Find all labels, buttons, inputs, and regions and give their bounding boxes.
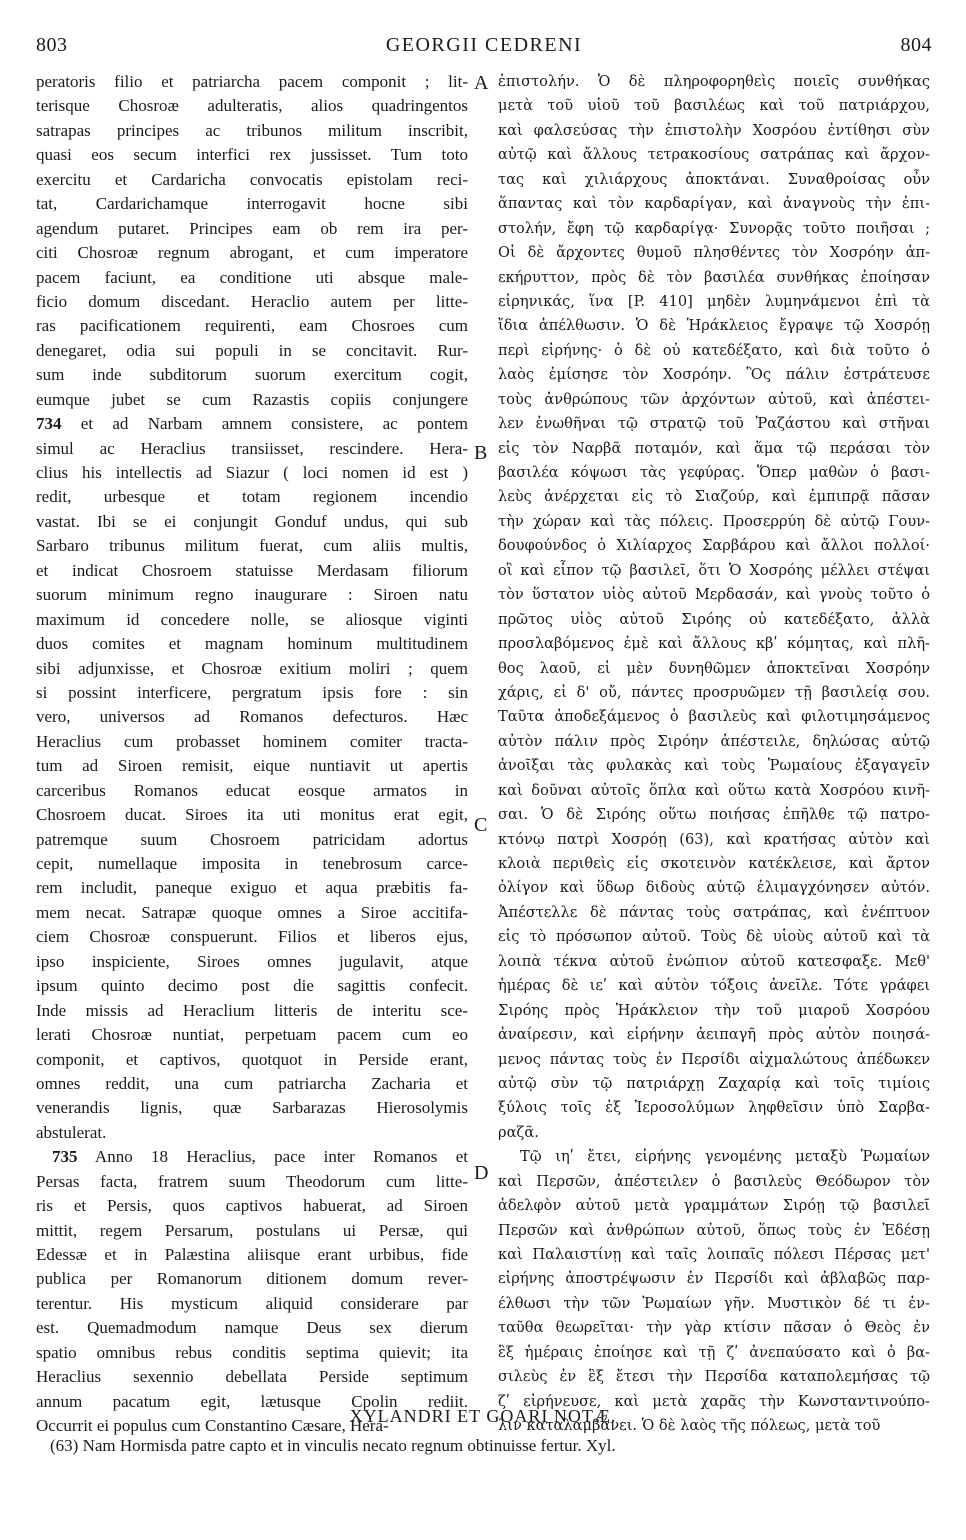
text-line: καὶ δοῦναι αὐτοῖς ὅπλα καὶ οὕτω κατὰ Χοσρόου κινῆ- <box>498 781 930 799</box>
text-line: redit, urbesque et totam regionem incendio <box>36 487 468 507</box>
text-line: ἀδελφὸν αὐτοῦ μετὰ γραμμάτων Σιρόῃ τῷ βασιλεῖ <box>498 1197 930 1215</box>
text-line: στολήν, ἔφη τῷ καρδαρίγᾳ· Συνορᾷς τοῦτο ποιῆσαι ; <box>498 219 930 237</box>
text-line: χάρις, εἰ δ' οὔ, πάντες προσρυῶμεν τῇ βασιλείᾳ σου. <box>498 683 930 701</box>
text-line: αὐτῷ καὶ ἄλλους τετρακοσίους σατράπας καὶ ἄρχον- <box>498 146 930 164</box>
text-line: vastat. Ibi se ei conjungit Gonduf undus, qui sub <box>36 511 468 531</box>
text-line: Edessæ et in Palæstina aliisque erant urbibus, fide <box>36 1245 468 1264</box>
text-line: abstulerat. <box>36 1122 107 1142</box>
text-line: ficio domum discedant. Heraclio autem per litte- <box>36 291 468 311</box>
text-line: denegaret, odia sui populi in se concitavit. Rur- <box>36 340 468 360</box>
text-line: patremque suum Chosroem patricidam adortus <box>36 829 468 849</box>
margin-marker-c: C <box>474 814 488 836</box>
text-line: σαι. Ὁ δὲ Σιρόης οὕτω ποιήσας ἐπῆλθε τῷ πατρο- <box>498 806 930 824</box>
text-line: εἰρηνικάς, ἵνα [P. 410] μηδὲν λυμηνάμενοι ἐπὶ τὰ <box>498 292 930 310</box>
text-line: θος λαοῦ, εἰ μὲν δυνηθῶμεν ἀποκτεῖναι Χοσρόην <box>498 659 930 677</box>
text-line: ἴδια ἀπέλθωσιν. Ὁ δὲ Ἡράκλειος ἔγραψε τῷ Χοσρόῃ <box>498 317 930 335</box>
text-line: mem necat. Satrapæ quoque omnes a Siroe accitifa- <box>36 902 468 922</box>
text-line: Οἱ δὲ ἄρχοντες θυμοῦ πλησθέντες τὸν Χοσρόην ἀπ- <box>498 244 930 262</box>
text-line: componit, et captivos, quotquot in Perside erant, <box>36 1049 468 1069</box>
text-line: καὶ Παλαιστίνῃ καὶ ταῖς λοιπαῖς πόλεσι Πέρσας μετ' <box>498 1246 930 1263</box>
notes-heading: XYLANDRI ET GOARI NOTÆ. <box>349 1406 617 1426</box>
text-line: pacem faciunt, ea conditione uti absque male- <box>36 267 468 287</box>
text-line: πρῶτος υἱὸς αὐτοῦ Σιρόης οὐ κατεδέξατο, ἀλλὰ <box>498 610 930 628</box>
text-line: citi Chosroæ regnum abrogant, et cum imperatore <box>36 243 468 263</box>
text-line: et indicat Chosroem statuisse Merdasam filiorum <box>36 560 468 580</box>
text-line: ἐπιστολήν. Ὁ δὲ πληροφορηθεὶς ποιεῖς συνθήκας <box>498 73 930 90</box>
text-line: οἳ καὶ εἶπον τῷ βασιλεῖ, ὅτι Ὁ Χοσρόης μέλλει στέψαι <box>498 561 930 579</box>
text-line: ipsum quinto decimo post die sagittis confecit. <box>36 976 468 996</box>
text-line: publica per Romanorum ditionem domum rever- <box>36 1269 468 1289</box>
margin-marker-d: D <box>474 1162 489 1184</box>
text-line: Persas facta, fratrem suum Theodorum cum litte- <box>36 1171 468 1191</box>
text-line: exercitu et Cardaricha convocatis epistolam reci- <box>36 169 468 189</box>
text-line-content: Anno 18 Heraclius, pace inter Romanos et <box>94 1147 468 1167</box>
text-line: Σιρόης πρὸς Ἡράκλειον τὴν τοῦ μιαροῦ Χοσρόου <box>498 1001 930 1019</box>
text-line: Τῷ ιηʹ ἔτει, εἰρήνης γενομένης μεταξὺ Ῥωμαίων <box>520 1148 930 1166</box>
text-line: rem includit, paneque exiguo et aqua præbitis fa- <box>36 878 468 898</box>
text-line: Περσῶν καὶ ἀνθρώπων αὐτοῦ, ὅπως τοὺς ἐν Ἐδέσῃ <box>498 1221 930 1239</box>
text-line: est. Quemadmodum namque Deus sex dierum <box>36 1318 468 1338</box>
text-line: ἀνοῖξαι τὰς φυλακὰς καὶ τοὺς Ῥωμαίους ἐξαγαγεῖν <box>498 757 930 775</box>
text-line: ἓξ ἡμέραις ἐποίησε καὶ τῇ ζʹ ἀνεπαύσατο καὶ ὁ βα- <box>498 1343 930 1361</box>
page-number-right: 804 <box>900 34 932 56</box>
text-line: ἅπαντας καὶ τὸν καρδαρίγαν, καὶ ἀναγνοὺς τὴν ἐπι- <box>498 195 930 213</box>
text-line: περὶ εἰρήνης· ὁ δὲ οὐ κατεδέξατο, καὶ διὰ τοῦτο ὁ <box>498 341 930 359</box>
text-line: sum inde subditorum suorum exercitum cogit, <box>36 365 468 385</box>
text-line: ὀλίγον καὶ ὕδωρ διδοὺς αὐτῷ ἐλιμαγχόνησεν αὐτόν. <box>498 879 930 897</box>
text-line: Chosroem ducat. Siroes ita uti monitus erat egit, <box>36 805 468 825</box>
text-line: λεν ἑνωθῆναι τῷ στρατῷ τοῦ Ῥαζάστου καὶ στῆναι <box>498 415 930 433</box>
text-line: μενος πάντας τοὺς ἐν Περσίδι αἰχμαλώτους ἀπέδωκεν <box>498 1050 930 1068</box>
text-line: Inde missis ad Heraclium litteris de interitu sce- <box>36 1000 468 1020</box>
text-line: αὐτὸν πάλιν πρὸς Σιρόην ἀπέστειλε, δηλώσας αὐτῷ <box>498 732 930 750</box>
margin-marker-a: A <box>474 72 489 94</box>
text-line: vero, universos ad Romanos defecturos. Hæc <box>36 707 468 727</box>
text-line: terisque Chosroæ adulteratis, alios quadringentos <box>36 96 468 116</box>
text-line: βασιλέα κόψωσι τὰς γεφύρας. Ὅπερ μαθὼν ὁ βασι- <box>498 464 930 481</box>
margin-marker-b: B <box>474 442 488 464</box>
text-line: λοιπὰ τέκνα αὐτοῦ ἐνώπιον αὐτοῦ κατεσφαξε. Μεθ' <box>498 952 930 970</box>
text-line: εἰρήνης ἀποστρέψωσιν ἐν Περσίδι καὶ ἀβλαβῶς παρ- <box>498 1270 930 1288</box>
text-line: Heraclius sexennio debellata Perside septimum <box>36 1367 468 1387</box>
text-line: carceribus Romanos educat eosque armatos in <box>36 780 468 800</box>
text-line: si possint interficere, pergratum ipsis fore : sin <box>36 682 468 702</box>
text-line: κλοιὰ περιθεὶς εἰς σκοτεινὸν κατέκλεισε, καὶ ἄρτον <box>498 855 930 872</box>
page-number-left: 803 <box>36 34 68 56</box>
running-title: GEORGII CEDRENI <box>385 34 583 56</box>
text-line: δουφούνδος ὁ Χιλίαρχος Σαρβάρου καὶ ἄλλοι πολλοί· <box>498 537 930 555</box>
section-number: 735 <box>52 1147 78 1167</box>
text-line: καὶ φαλσεύσας τὴν ἐπιστολὴν Χοσρόου ἐντίθησι σὺν <box>498 121 930 139</box>
text-line: clius his intellectis ad Siazur ( loci nomen id est ) <box>36 463 468 482</box>
text-line: Occurrit ei populus cum Constantino Cæsare, Hera- <box>36 1416 389 1436</box>
text-line: ras pacificationem requirenti, eam Chosroes cum <box>36 316 468 336</box>
text-line: simul ac Heraclius transiisset, rescindere. Hera- <box>36 438 468 458</box>
text-line: λαὸς ἐμίσησε τὸν Χοσρόην. Ὃς πάλιν ἐστράτευσε <box>498 366 930 384</box>
text-line: καὶ Περσῶν, ἀπέστειλεν ὁ βασιλεὺς Θεόδωρον τὸν <box>498 1172 930 1190</box>
text-line: κτόνῳ πατρὶ Χοσρόῃ (63), καὶ κρατήσας αὐτὸν καὶ <box>498 830 930 848</box>
text-line <box>36 1145 468 1169</box>
text-line: εκήρυττον, πρὸς δὲ τὸν βασιλέα συνθήκας ἐποίησαν <box>498 268 930 286</box>
text-line: ταῦθα θεωρεῖται· τὴν γὰρ κτίσιν πᾶσαν ὁ Θεὸς ἐν <box>498 1319 930 1337</box>
text-line: omnes reddit, una cum patriarcha Zacharia et <box>36 1073 468 1093</box>
text-line: σιλεὺς ἐν ἓξ ἔτεσι τὴν Περσίδα καταπολεμήσας τῷ <box>498 1368 930 1386</box>
text-line-content: et ad Narbam amnem consistere, ac pontem <box>80 414 468 434</box>
text-line: τὸν ὕστατον υἱὸς αὐτοῦ Μερδασάν, καὶ γνοὺς τοῦτο ὁ <box>498 586 930 604</box>
section-number: 734 <box>36 414 62 434</box>
text-line: annum pacatum egit, lætusque Cpolin rediit. <box>36 1391 468 1411</box>
text-line: maximum id concedere nolle, se aliosque viginti <box>36 609 468 629</box>
text-line: μετὰ τοῦ υἱοῦ τοῦ βασιλέως καὶ τοῦ πατριάρχου, <box>498 97 930 115</box>
footnote-63: (63) Nam Hormisda patre capto et in vinculis necato regnum obtinuisse fertur. Xyl. <box>50 1436 616 1455</box>
text-line: ipso inspiciente, Siroes omnes jugulavit, atque <box>36 951 468 971</box>
text-line: cepit, numellaque imposita in tenebrosum carce- <box>36 854 468 873</box>
latin-column <box>36 70 468 1439</box>
text-line: terentur. His mysticum aliquid considerare par <box>36 1293 468 1313</box>
text-line: Ἀπέστελλε δὲ πάντας τοὺς σατράπας, καὶ ἐνέπτυον <box>498 903 930 921</box>
text-line: suorum minimum regno inaugurare : Siroen natu <box>36 585 468 605</box>
text-line: ἀναίρεσιν, καὶ εἰρήνην ἀειπαγῆ πρὸς αὐτὸν ποιησά- <box>498 1026 930 1044</box>
text-line: ἡμέρας δὲ ιεʹ καὶ αὐτὸν τόξοις ἀνεῖλε. Τότε γράφει <box>498 977 930 995</box>
text-line: λεὺς ἀνέρχεται εἰς τὸ Σιαζούρ, καὶ ἐμπιπρᾷ πᾶσαν <box>498 488 930 506</box>
text-line: αὐτῷ σὺν τῷ πατριάρχῃ Ζαχαρίᾳ καὶ τοῖς τιμίοις <box>498 1074 930 1092</box>
text-line: sibi adjunxisse, et Chosroæ exitium moliri ; quem <box>36 658 468 678</box>
text-line: peratoris filio et patriarcha pacem componit ; lit- <box>36 72 468 91</box>
text-line: Heraclius cum probasset hominem comiter tracta- <box>36 731 468 751</box>
text-line: τοὺς ἀνθρώπους τῶν ἀρχόντων αὐτοῦ, καὶ ἀπέστει- <box>498 390 930 408</box>
text-line: ζʹ εἰρήνευσε, καὶ μετὰ χαρᾶς τὴν Κωνσταντινούπο- <box>498 1392 930 1410</box>
text-line: εἰς τὸ πρόσωπον αὐτοῦ. Τοὺς δὲ υἱοὺς αὐτοῦ καὶ τὰ <box>498 928 930 946</box>
text-line: εἰς τὸν Ναρβᾶ ποταμόν, καὶ ἅμα τῷ περάσαι τὸν <box>498 439 930 457</box>
text-line: τας καὶ χιλιάρχους ἀποκτάναι. Συναθροίσας οὖν <box>498 170 930 188</box>
greek-column <box>498 70 930 1439</box>
text-line: λιν καταλαμβάνει. Ὁ δὲ λαὸς τῆς πόλεως, μετὰ τοῦ <box>498 1417 881 1435</box>
page-header <box>36 34 932 64</box>
text-line: quasi eos secum interfici rex jussisset. Tum toto <box>36 145 468 165</box>
text-line: Ταῦτα ἀποδεξάμενος ὁ βασιλεὺς καὶ φιλοτιμησάμενος <box>498 708 930 726</box>
text-line: spatio omnibus rebus conditis septima quievit; ita <box>36 1342 468 1362</box>
text-line: mittit, regem Persarum, postulans ui Persæ, qui <box>36 1220 468 1240</box>
text-line <box>36 412 468 436</box>
text-line: ris et Persis, quos captivos habuerat, ad Siroen <box>36 1196 468 1216</box>
text-line: duos comites et magnam hominum multitudinem <box>36 634 468 654</box>
text-line: έλθωσι τὴν τῶν Ῥωμαίων γῆν. Μυστικὸν δέ τι ἐν- <box>498 1294 930 1312</box>
text-line: eumque jubet se cum Razastis copiis conjungere <box>36 389 468 409</box>
text-line: προσλαβόμενος ἐμὲ καὶ ἄλλους κβʹ κόμητας, καὶ πλῆ- <box>498 635 930 653</box>
text-line: Sarbaro tribunus militum fuerat, cum aliis multis, <box>36 536 468 556</box>
text-line: agendum putaret. Principes eam ob rem ira per- <box>36 218 468 238</box>
text-line: tum ad Siroen remisit, eique nuntiavit ut apertis <box>36 756 468 776</box>
text-line: venerandis lignis, quæ Sarbarazas Hierosolymis <box>36 1098 468 1118</box>
text-line: ραζᾶ. <box>498 1123 539 1141</box>
text-line: tat, Cardarichamque interrogavit hocne sibi <box>36 194 468 214</box>
text-line: τὴν χώραν καὶ τὰς πόλεις. Προσερρύη δὲ αὐτῷ Γουν- <box>498 512 930 530</box>
text-line: ciem Chosroæ conspuerunt. Filios et liberos ejus, <box>36 927 468 947</box>
text-line: lerati Chosroæ nuntiat, perpetuam pacem cum eo <box>36 1025 468 1045</box>
text-line: ξύλοις τοῖς ἐξ Ἱεροσολύμων ληφθεῖσιν ὑπὸ Σαρβα- <box>498 1099 930 1117</box>
text-line: satrapas principes ac tribunos militum inscribit, <box>36 120 468 140</box>
